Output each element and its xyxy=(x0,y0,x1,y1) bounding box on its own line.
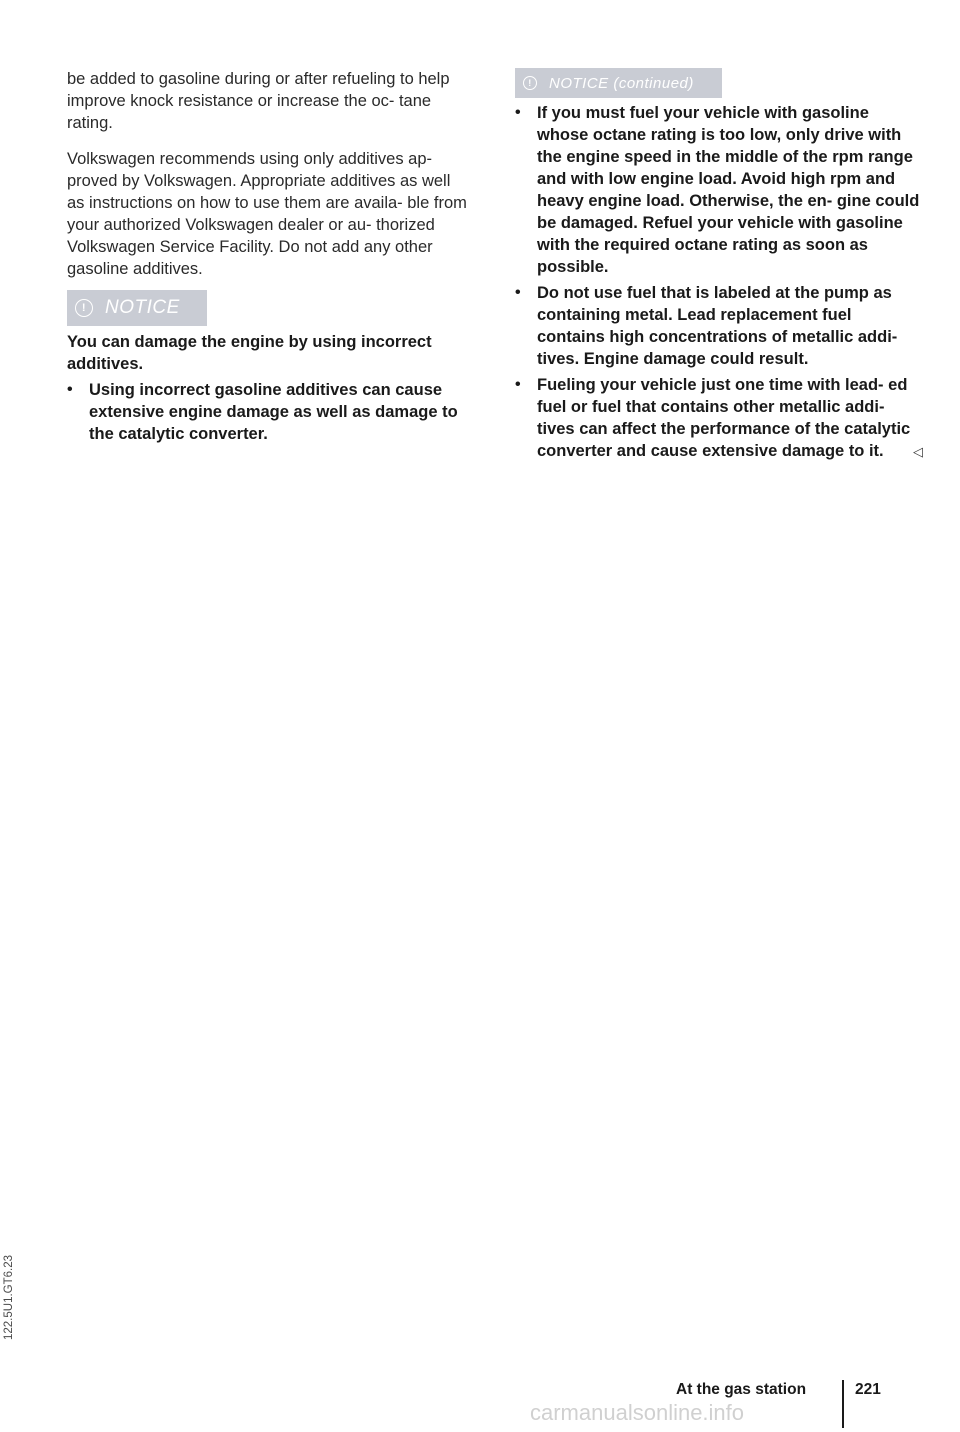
recommendation-paragraph: Volkswagen recommends using only additives ap- proved by Volkswagen. Appropriate additives as well as instructions on how to use them are availa- ble from your authorized Volkswagen dealer or au- thorized Volkswagen Service Facility. Do not add any other gasoline additives. xyxy=(67,150,467,278)
notice-continued-banner xyxy=(515,68,722,98)
notice-banner xyxy=(67,290,207,326)
page-number: 221 xyxy=(855,1381,881,1398)
notice-bullet: • Do not use fuel that is labeled at the pump as containing metal. Lead replacement fuel contains high concentrations of metallic addi- tives. Engine damage could result. xyxy=(515,282,907,370)
footer-divider xyxy=(842,1380,844,1428)
notice-bullet: • Fueling your vehicle just one time with lead- ed fuel or fuel that contains other metallic addi- tives can affect the performance of the catalytic converter and cause extensive damage to it. xyxy=(515,374,917,462)
notice-bullet-block xyxy=(515,374,923,462)
section-title: At the gas station xyxy=(676,1381,807,1398)
exclamation-circle-icon: ! xyxy=(75,299,93,317)
section-end-marker: ◁ xyxy=(913,444,923,459)
document-code: 122.5U1.GT6.23 xyxy=(3,1254,15,1340)
notice-label: NOTICE xyxy=(105,297,180,318)
notice-bullet: • If you must fuel your vehicle with gasoline whose octane rating is too low, only drive with the engine speed in the middle of the rpm range and with low engine load. Avoid high rpm and heavy engine load. Otherwise, the en- gine could be damaged. Refuel your vehicle with gasoline with the required octane rating as soon as possible. xyxy=(515,102,922,278)
notice-heading: You can damage the engine by using incorrect additives. xyxy=(67,333,432,373)
exclamation-circle-icon: ! xyxy=(523,76,537,90)
notice-bullet: • Using incorrect gasoline additives can cause extensive engine damage as well as damage to the catalytic converter. xyxy=(67,379,469,445)
intro-paragraph: be added to gasoline during or after refueling to help improve knock resistance or increase the oc- tane rating. xyxy=(67,70,450,132)
notice-continued-label: NOTICE (continued) xyxy=(549,74,694,92)
watermark: carmanualsonline.info xyxy=(530,1400,745,1425)
